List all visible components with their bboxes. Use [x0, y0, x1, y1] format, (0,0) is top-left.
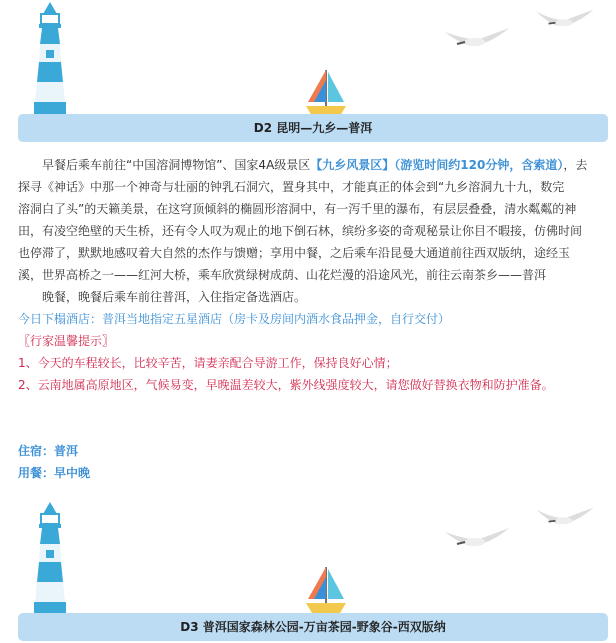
seagull-icon — [530, 8, 600, 34]
hotel-note: 今日下榻酒店：普洱当地指定五星酒店（房卡及房间内酒水食品押金，自行交付） — [18, 312, 451, 326]
tip-item: 2、云南地属高原地区，气候易变，早晚温差较大，紫外线强度较大，请您做好替换衣物和防护准备。 — [18, 378, 554, 392]
itinerary-line: 也停滞了，默默地感叹着大自然的杰作与馈赠；享用中餐，之后乘车沿昆曼大通道前往西双版纳，途经玉 — [18, 246, 571, 260]
seagull-icon — [443, 524, 513, 554]
stay-info: 住宿：普洱 — [18, 444, 79, 458]
meals-info: 用餐：早中晚 — [18, 466, 91, 480]
lighthouse-icon — [30, 500, 70, 614]
sailboat-icon — [304, 563, 348, 615]
seagull-icon — [443, 24, 513, 54]
tip-item: 1、今天的车程较长，比较辛苦，请妻亲配合导游工作，保持良好心情； — [18, 356, 398, 370]
seagull-icon — [530, 506, 600, 532]
tips-heading: 〖行家温馨提示〗 — [18, 334, 115, 348]
itinerary-line: 田，有凌空绝壁的天生桥，还有令人叹为观止的地下倒石林，缤纷多姿的奇观秘景让你目不暇接，仿佛时间 — [18, 224, 583, 238]
itinerary-line: 晚餐，晚餐后乘车前往普洱，入住指定备选酒店。 — [42, 290, 307, 304]
day3-title: D3 普洱国家森林公园-万亩茶园-野象谷-西双版纳 — [180, 620, 446, 634]
itinerary-line: 早餐后乘车前往“中国溶洞博物馆”、国家4A级景区【九乡风景区】（游览时间约120分钟，含索道），去 — [42, 158, 588, 172]
sailboat-icon — [304, 66, 348, 118]
itinerary-line: 溶洞白了头”的天籁美景，在这穹顶倾斜的椭圆形溶洞中，有一泻千里的瀑布，有层层叠叠，清水粼粼的神 — [18, 202, 577, 216]
itinerary-line: 探寻《神话》中那一个神奇与壮丽的钟乳石洞穴，置身其中，才能真正的体会到“九乡溶洞九十九，数完 — [18, 180, 565, 194]
day2-summary — [18, 440, 606, 484]
day3-title-bar — [18, 613, 608, 641]
itinerary-line: 溪，世界高桥之一——红河大桥，乘车欣赏绿树成荫、山花烂漫的沿途风光，前往云南茶乡——普洱 — [18, 268, 547, 282]
lighthouse-icon — [30, 0, 70, 114]
day2-itinerary — [18, 154, 606, 396]
day2-title: D2 昆明—九乡—普洱 — [253, 121, 373, 135]
day2-title-bar — [18, 114, 608, 142]
scenic-highlight: 【九乡风景区】（游览时间约120分钟，含索道） — [310, 158, 564, 172]
